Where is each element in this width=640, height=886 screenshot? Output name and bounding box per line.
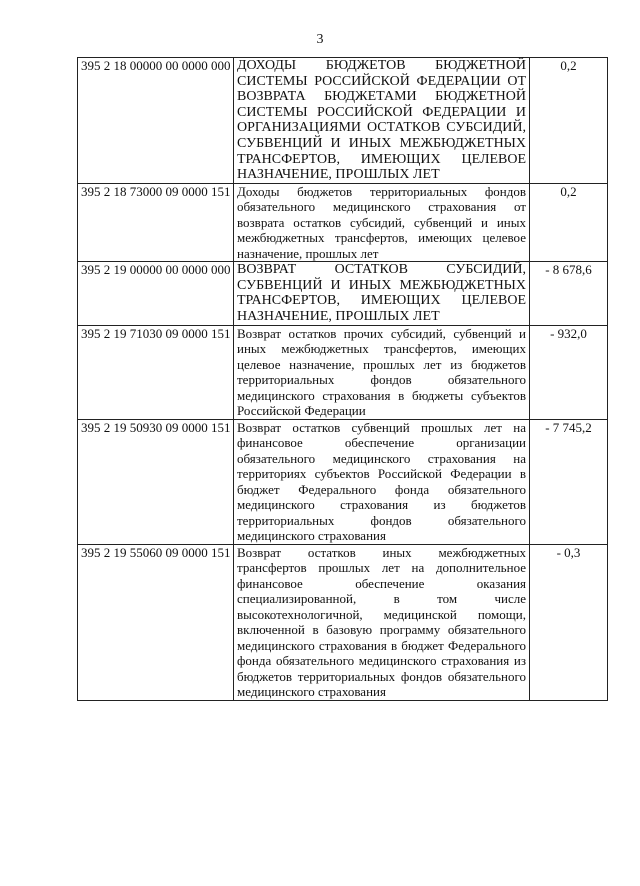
budget-code: 395 2 19 00000 00 0000 000 (78, 262, 234, 325)
table-row (78, 183, 608, 262)
budget-value: - 932,0 (530, 325, 608, 419)
budget-value: - 0,3 (530, 544, 608, 700)
table-row (78, 544, 608, 700)
budget-code: 395 2 19 55060 09 0000 151 (78, 544, 234, 700)
budget-description: Возврат остатков прочих субсидий, субвенций и иных межбюджетных трансфертов, имеющих целевое назначение, прошлых лет из бюджетов территориальных фондов обязательного медицинского страхования в бюджеты субъектов Российской Федерации (234, 325, 530, 419)
budget-code: 395 2 18 00000 00 0000 000 (78, 58, 234, 184)
budget-value: - 8 678,6 (530, 262, 608, 325)
page-number: 3 (316, 32, 324, 47)
budget-value: 0,2 (530, 58, 608, 184)
table-row (78, 419, 608, 544)
budget-description: Доходы бюджетов территориальных фондов обязательного медицинского страхования от возврата остатков субсидий, субвенций и иных межбюджетных трансфертов, имеющих целевое назначение, прошлых лет (234, 183, 530, 262)
budget-description: ВОЗВРАТ ОСТАТКОВ СУБСИДИЙ, СУБВЕНЦИЙ И ИНЫХ МЕЖБЮДЖЕТНЫХ ТРАНСФЕРТОВ, ИМЕЮЩИХ ЦЕЛЕВОЕ НАЗНАЧЕНИЕ, ПРОШЛЫХ ЛЕТ (234, 262, 530, 325)
budget-description: ДОХОДЫ БЮДЖЕТОВ БЮДЖЕТНОЙ СИСТЕМЫ РОССИЙСКОЙ ФЕДЕРАЦИИ ОТ ВОЗВРАТА БЮДЖЕТАМИ БЮДЖЕТНОЙ СИСТЕМЫ РОССИЙСКОЙ ФЕДЕРАЦИИ И ОРГАНИЗАЦИЯМИ ОСТАТКОВ СУБСИДИЙ, СУБВЕНЦИЙ И ИНЫХ МЕЖБЮДЖЕТНЫХ ТРАНСФЕРТОВ, ИМЕЮЩИХ ЦЕЛЕВОЕ НАЗНАЧЕНИЕ, ПРОШЛЫХ ЛЕТ (234, 58, 530, 184)
budget-code: 395 2 18 73000 09 0000 151 (78, 183, 234, 262)
budget-description: Возврат остатков субвенций прошлых лет на финансовое обеспечение организации обязательного медицинского страхования на территориях субъектов Российской Федерации в бюджет Федерального фонда обязательного медицинского страхования из бюджетов территориальных фондов обязательного медицинского страхования (234, 419, 530, 544)
table-row (78, 58, 608, 184)
budget-code: 395 2 19 71030 09 0000 151 (78, 325, 234, 419)
budget-code: 395 2 19 50930 09 0000 151 (78, 419, 234, 544)
budget-table (77, 57, 608, 701)
budget-description: Возврат остатков иных межбюджетных трансфертов прошлых лет на дополнительное финансовое обеспечение оказания специализированной, в том числе высокотехнологичной, медицинской помощи, включенной в базовую программу обязательного медицинского страхования в бюджет Федерального фонда обязательного медицинского страхования из бюджетов территориальных фондов обязательного медицинского страхования (234, 544, 530, 700)
budget-value: - 7 745,2 (530, 419, 608, 544)
table-row (78, 262, 608, 325)
budget-value: 0,2 (530, 183, 608, 262)
table-row (78, 325, 608, 419)
